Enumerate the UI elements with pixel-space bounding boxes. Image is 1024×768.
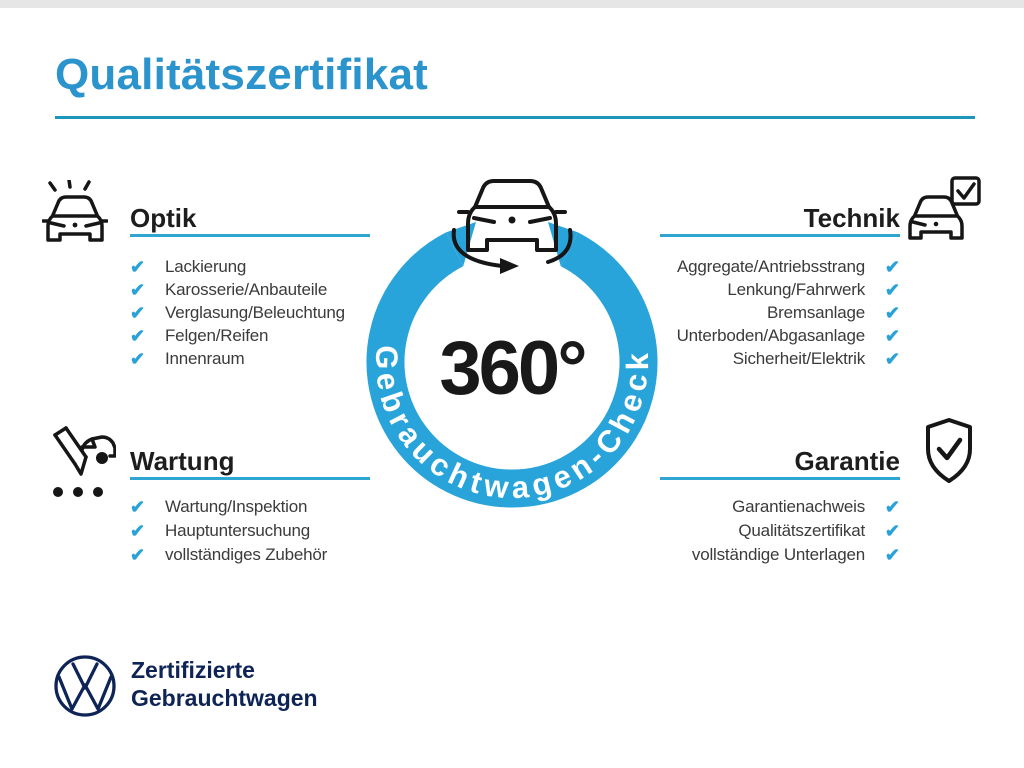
car-front-sparkle-icon (42, 180, 108, 246)
checklist-item-label: Verglasung/Beleuchtung (165, 302, 345, 322)
checklist-item-label: Innenraum (165, 349, 245, 369)
checklist-item-label: Qualitätszertifikat (738, 521, 865, 540)
page-title: Qualitätszertifikat (55, 50, 429, 99)
checklist-garantie (524, 495, 900, 567)
check-icon: ✔ (130, 521, 146, 541)
checklist-item (524, 495, 900, 519)
checklist-item-label: Lenkung/Fahrwerk (727, 279, 865, 299)
shield-check-icon (923, 417, 975, 485)
check-icon: ✔ (130, 302, 146, 323)
car-checkbox-icon (906, 176, 982, 246)
section-title-technik: Technik (803, 203, 900, 233)
checklist-item (524, 325, 900, 348)
section-divider-technik (660, 234, 900, 237)
checklist-optik (130, 255, 345, 371)
checklist-item (524, 519, 900, 543)
checklist-wartung (130, 495, 327, 567)
checklist-item (524, 348, 900, 371)
check-icon: ✔ (130, 349, 146, 370)
check-icon: ✔ (884, 545, 900, 565)
title-divider (55, 116, 975, 119)
brand-line-2: Gebrauchtwagen (131, 685, 318, 711)
checklist-item (524, 278, 900, 301)
top-border-strip (0, 0, 1024, 8)
checklist-item-label: Karosserie/Anbauteile (165, 279, 328, 299)
checklist-item (524, 543, 900, 567)
checklist-item-label: Sicherheit/Elektrik (732, 349, 865, 369)
checklist-item (524, 255, 900, 278)
checklist-item (130, 301, 345, 324)
vw-logo (52, 653, 118, 719)
section-title-wartung: Wartung (130, 446, 235, 476)
check-icon: ✔ (130, 279, 146, 300)
check-icon: ✔ (884, 256, 900, 277)
check-icon: ✔ (884, 279, 900, 300)
checklist-item-label: Hauptuntersuchung (165, 521, 310, 540)
checklist-item-label: Felgen/Reifen (165, 326, 269, 346)
checklist-item (130, 278, 345, 301)
degree-label: 360° (439, 326, 585, 411)
section-divider-wartung (130, 477, 370, 480)
checklist-item (130, 543, 327, 567)
checklist-item-label: Garantienachweis (732, 497, 865, 516)
checklist-item-label: Unterboden/Abgasanlage (676, 326, 865, 346)
checklist-item-label: Bremsanlage (767, 302, 865, 322)
checklist-item-label: Lackierung (165, 256, 247, 276)
check-icon: ✔ (884, 302, 900, 323)
check-icon: ✔ (884, 497, 900, 517)
checklist-item-label: vollständige Unterlagen (691, 545, 865, 564)
checklist-item-label: Aggregate/Antriebsstrang (677, 256, 865, 276)
section-title-optik: Optik (130, 203, 197, 233)
check-icon: ✔ (884, 521, 900, 541)
checklist-item (130, 255, 345, 278)
checklist-item-label: Wartung/Inspektion (165, 497, 308, 516)
check-icon: ✔ (884, 349, 900, 370)
brand-text (131, 656, 318, 712)
checklist-item (130, 348, 345, 371)
checklist-item (130, 519, 327, 543)
service-pencil-car-icon (44, 420, 116, 504)
section-divider-optik (130, 234, 370, 237)
checklist-item-label: vollständiges Zubehör (165, 545, 328, 564)
checklist-technik (524, 255, 900, 371)
brand-line-1: Zertifizierte (131, 657, 255, 683)
check-icon: ✔ (130, 256, 146, 277)
check-icon: ✔ (130, 545, 146, 565)
ring-label-text: Gebrauchtwagen-Check (368, 344, 656, 506)
section-divider-garantie (660, 477, 900, 480)
checklist-item (130, 495, 327, 519)
section-title-garantie: Garantie (794, 446, 900, 476)
check-icon: ✔ (130, 497, 146, 517)
check-icon: ✔ (130, 326, 146, 347)
checklist-item (130, 325, 345, 348)
check-icon: ✔ (884, 326, 900, 347)
checklist-item (524, 301, 900, 324)
